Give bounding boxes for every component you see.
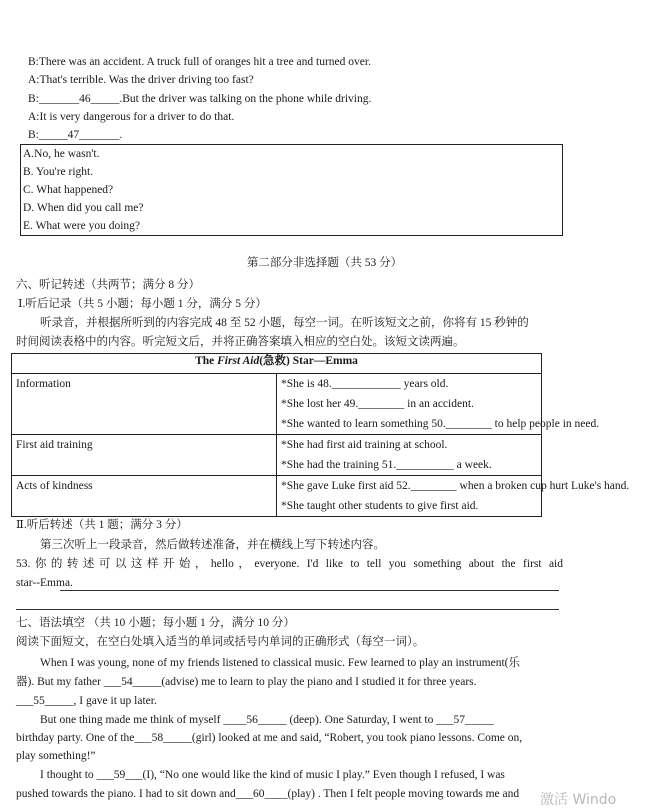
table-title-em: First Aid: [217, 355, 260, 367]
activation-watermark: 激活 Windo: [540, 792, 617, 808]
table-row: [12, 435, 542, 476]
table-items: [277, 374, 600, 435]
table-category: First aid training: [12, 435, 277, 476]
passage-line: pushed towards the piano. I had to sit down and___60____(play) . Then I felt people moving towards me and: [16, 788, 520, 800]
option-d: D. When did you call me?: [23, 202, 144, 214]
dialogue-line: A:It is very dangerous for a driver to do that.: [28, 111, 235, 123]
table-item: *She had first aid training at school.: [281, 439, 448, 451]
section6-instruction: 时间阅读表格中的内容。听完短文后，并将正确答案填入相应的空白处。该短文读两遍。: [16, 336, 465, 348]
dialogue-line: B:There was an accident. A truck full of oranges hit a tree and turned over.: [28, 56, 371, 68]
passage-line: ___55_____, I gave it up later.: [16, 695, 157, 707]
answer-line[interactable]: [16, 609, 559, 610]
table-row: [12, 374, 542, 435]
table-category: Acts of kindness: [12, 476, 277, 517]
table-title-pre: The: [195, 355, 218, 367]
table-item: *She had the training 51.__________ a week.: [281, 459, 492, 471]
table-items: [277, 435, 542, 476]
passage-line: But one thing made me think of myself ____56_____ (deep). One Saturday, I went to ___57_____: [40, 714, 494, 726]
table-row: [12, 476, 542, 517]
table-title-post: (急救) Star—Emma: [259, 355, 358, 367]
q53-line: 53.你的转述可以这样开始，hello，everyone. I'd like to tell you something about the first aid: [16, 558, 563, 570]
table-item: *She wanted to learn something 50.________ to help people in need.: [281, 418, 600, 430]
table-item: *She is 48.____________ years old.: [281, 378, 449, 390]
passage-line: I thought to ___59___(I), “No one would like the kind of music I play.” Even though I refused, I was: [40, 769, 505, 781]
dialogue-line: B:_______46_____.But the driver was talking on the phone while driving.: [28, 93, 372, 105]
dialogue-line: A:That's terrible. Was the driver driving too fast?: [28, 74, 254, 86]
dialogue-line: B:_____47_______.: [28, 129, 123, 141]
passage-line: When I was young, none of my friends listened to classical music. Few learned to play an instrument(乐: [40, 657, 521, 669]
table-items: [277, 476, 630, 517]
part2-title: 第二部分非选择题（共 53 分）: [246, 257, 403, 269]
option-e: E. What were you doing?: [23, 220, 140, 232]
option-c: C. What happened?: [23, 184, 114, 196]
sub2-heading: Ⅱ.听后转述（共 1 题；满分 3 分）: [16, 519, 188, 531]
section6-instruction: 听录音，并根据所听到的内容完成 48 至 52 小题，每空一词。在听该短文之前，你将有 15 秒钟的: [40, 317, 529, 329]
table-category: Information: [12, 374, 277, 435]
option-b: B. You're right.: [23, 166, 94, 178]
sub2-instruction: 第三次听上一段录音，然后做转述准备，并在横线上写下转述内容。: [40, 539, 385, 551]
q53-line: star--Emma.: [16, 577, 73, 589]
section7-instruction: 阅读下面短文，在空白处填入适当的单词或括号内单词的正确形式（每空一词）。: [16, 636, 425, 648]
section7-heading: 七、语法填空 （共 10 小题；每小题 1 分，满分 10 分）: [16, 617, 295, 629]
table-item: *She gave Luke first aid 52.________ when a broken cup hurt Luke's hand.: [281, 480, 630, 492]
table-item: *She lost her 49.________ in an accident.: [281, 398, 474, 410]
table-title: [12, 354, 542, 374]
first-aid-table: [11, 353, 630, 517]
table-item: *She taught other students to give first aid.: [281, 500, 479, 512]
passage-line: birthday party. One of the___58_____(girl) looked at me and said, “Robert, you took piano lessons. Come on,: [16, 732, 523, 744]
section6-sub1: Ⅰ.听后记录（共 5 小题；每小题 1 分，满分 5 分）: [18, 298, 267, 310]
answer-line[interactable]: [60, 590, 559, 591]
option-a: A.No, he wasn't.: [23, 148, 100, 160]
passage-line: play something!”: [16, 750, 96, 762]
passage-line: 器). But my father ___54_____(advise) me to learn to play the piano and I studied it for three years.: [16, 676, 477, 688]
options-box: [20, 144, 563, 236]
section6-heading: 六、听记转述（共两节；满分 8 分）: [16, 279, 200, 291]
